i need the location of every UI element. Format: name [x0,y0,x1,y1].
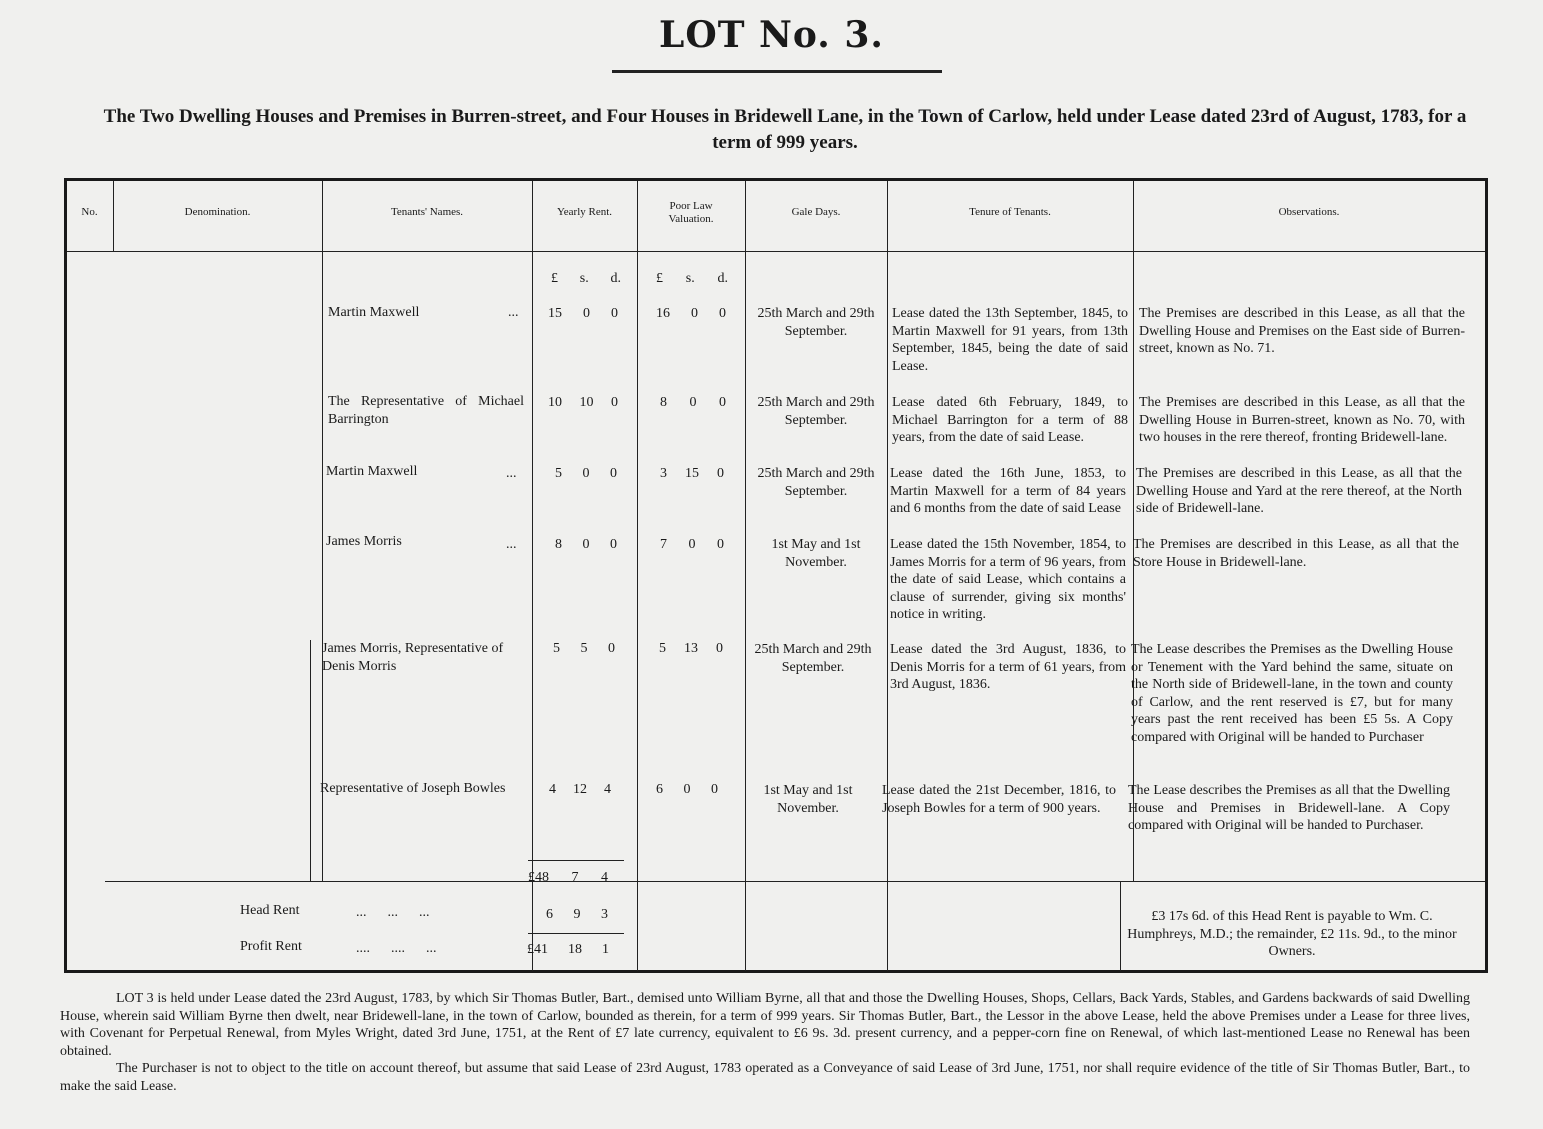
row-dots: ... [506,466,517,481]
val-shillings: 15 [685,466,699,481]
val-shillings: 0 [689,395,697,410]
row-gale-days: 25th March and 29th September. [757,466,875,499]
table-row-tenant: James Morris [326,534,402,549]
row-rent [548,305,618,323]
rent-currency-heading [551,270,621,288]
val-pounds: 8 [660,395,667,410]
table-row-tenant: Martin Maxwell [326,464,418,479]
rent-shillings: 5 [580,641,588,656]
rent-pence: 0 [611,395,618,410]
val-pounds: 6 [656,782,663,797]
col-rule [1133,181,1134,881]
lot-footer-notes [60,990,1470,1095]
col-rule [745,181,746,971]
row-rent [555,536,617,554]
row-rent [549,781,611,799]
head-rent-label: Head Rent [240,903,300,918]
header-tenants: Tenants' Names. [390,206,464,218]
val-pence: 0 [717,466,724,481]
subtotal-rule [105,881,1485,882]
profit-rent-label: Profit Rent [240,939,302,954]
row-valuation [660,465,724,483]
row-tenure: Lease dated 6th February, 1849, to Michael Barrington for a term of 88 years, from the date of said Lease. [892,395,1128,445]
profit-rent-values [527,941,609,959]
total-rent [528,869,608,887]
pound-sign: £ [656,271,663,286]
rent-pence: 0 [610,537,617,552]
row-dots: ... [508,305,519,320]
row-observations: The Lease describes the Premises as all that the Dwelling House and Premises in Bridewell-lane. A Copy compared with Original will be handed to Purchaser. [1128,783,1450,833]
rent-pence: 4 [604,782,611,797]
col-rule [322,181,323,881]
rent-pounds: 4 [549,782,556,797]
row-gale-days: 25th March and 29th September. [757,395,875,428]
row-gale-days: 1st May and 1st November. [771,537,861,570]
table-row-tenant: The Representative of Michael Barrington [328,394,524,427]
val-pence: 0 [711,782,718,797]
pence-sign: d. [717,271,728,286]
val-pounds: 16 [656,306,670,321]
val-pounds: 5 [659,641,666,656]
profit-rent-dots: .... .... ... [356,941,437,956]
total-shillings: 7 [571,870,579,885]
header-poor-law-line2: Valuation. [668,213,714,225]
lot-subtitle: The Two Dwelling Houses and Premises in Burren-street, and Four Houses in Bridewell Lane, in the Town of Carlow, held under Lease dated 23rd of August, 1783, for a term of 999 years. [103,106,1467,153]
valuation-currency-heading [656,270,728,288]
col-rule [1120,881,1121,971]
rent-pounds: 10 [548,395,562,410]
row-observations: The Premises are described in this Lease, as all that the Dwelling House and Yard at the rere thereof, at the North side of Bridewell-lane. [1136,466,1462,516]
rent-shillings: 0 [583,306,590,321]
col-rule [532,181,533,971]
pound-sign: £ [551,271,558,286]
shilling-sign: s. [579,271,589,286]
row-valuation [656,305,726,323]
rent-shillings: 0 [582,537,590,552]
total-rule [528,860,624,861]
footer-paragraph-purchaser: The Purchaser is not to object to the title on account thereof, but assume that said Lease of 23rd August, 1783 operated as a Conveyance of said Lease of 3rd June, 1751, nor shall require evidence of the title of Sir Thomas Butler, Bart., to make the said Lease. [60,1061,1470,1094]
pence-sign: d. [610,271,621,286]
head-rent-dots: ... ... ... [356,905,430,920]
col-rule [310,640,311,881]
table-row-tenant: Representative of Joseph Bowles [320,781,506,796]
footer-paragraph-lease: LOT 3 is held under Lease dated the 23rd August, 1783, by which Sir Thomas Butler, Bart., demised unto William Byrne, all that and those the Dwelling Houses, Shops, Cellars, Back Yards, Stables, and Gardens backwards of said Dwelling House, wherein said William Byrne then dwelt, near Bridewell-lane, in the town of Carlow, bounded as therein, for a term of 999 years. Sir Thomas Butler, Bart., the Lessor in the above Lease, held the above Premises under a Lease for three lives, with Covenant for Perpetual Renewal, from Myles Wright, dated 3rd June, 1751, at the Rent of £7 late currency, equivalent to £6 9s. 3d. present currency, and a pepper-corn fine on Renewal, of which last-mentioned Lease no Renewal has been obtained. [60,991,1470,1059]
head-rent-note: £3 17s 6d. of this Head Rent is payable to Wm. C. Humphreys, M.D.; the remainder, £2 11s. 9d., to the minor Owners. [1127,909,1457,959]
head-rent-pence: 3 [601,907,608,922]
row-rent [548,394,618,412]
header-poor-law-line1: Poor Law [669,200,713,212]
rent-shillings: 0 [582,466,590,481]
row-tenure: Lease dated the 21st December, 1816, to Joseph Bowles for a term of 900 years. [882,783,1116,816]
header-denomination: Denomination. [184,206,251,218]
header-poor-law [637,200,745,226]
shilling-sign: s. [685,271,695,286]
header-observations: Observations. [1278,206,1340,218]
total-pounds: £48 [528,870,549,885]
row-valuation [656,781,718,799]
row-tenure: Lease dated the 3rd August, 1836, to Denis Morris for a term of 61 years, from 3rd August, 1836. [890,642,1126,692]
val-pence: 0 [717,537,724,552]
rent-table-frame [64,178,1488,973]
row-valuation [659,640,723,658]
val-shillings: 13 [684,641,698,656]
row-valuation [660,394,726,412]
header-yearly-rent: Yearly Rent. [556,206,613,218]
rent-pounds: 5 [553,641,560,656]
row-observations: The Premises are described in this Lease, as all that the Dwelling House in Burren-street, known as No. 70, with two houses in the rere thereof, fronting Bridewell-lane. [1139,395,1465,445]
rent-pence: 0 [611,306,618,321]
row-rent [553,640,615,658]
val-shillings: 0 [683,782,691,797]
row-valuation [660,536,724,554]
row-tenure: Lease dated the 16th June, 1853, to Martin Maxwell for a term of 84 years and 6 months from the date of said Lease [890,466,1126,516]
val-shillings: 0 [688,537,696,552]
col-rule [887,181,888,971]
rent-pence: 0 [608,641,615,656]
rent-shillings: 10 [579,395,594,410]
val-pence: 0 [719,395,726,410]
val-pounds: 7 [660,537,667,552]
header-rule [67,251,1485,252]
profit-rule [528,933,624,934]
row-observations: The Premises are described in this Lease, as all that the Dwelling House and Premises on the East side of Burren-street, known as No. 71. [1139,306,1465,356]
head-rent-values [546,906,608,924]
profit-rent-shillings: 18 [568,942,582,957]
row-gale-days: 25th March and 29th September. [757,306,875,339]
header-tenure: Tenure of Tenants. [969,206,1051,218]
header-gale-days: Gale Days. [791,206,841,218]
rent-pence: 0 [610,466,617,481]
head-rent-pounds: 6 [546,907,553,922]
val-pence: 0 [719,306,726,321]
val-pounds: 3 [660,466,667,481]
profit-rent-pence: 1 [602,942,609,957]
rent-pounds: 8 [555,537,562,552]
total-pence: 4 [601,870,608,885]
row-gale-days: 25th March and 29th September. [754,642,872,675]
row-tenure: Lease dated the 13th September, 1845, to Martin Maxwell for 91 years, from 13th September, 1845, being the date of said Lease. [892,306,1128,374]
val-shillings: 0 [691,306,698,321]
row-observations: The Premises are described in this Lease, as all that the Store House in Bridewell-lane. [1133,537,1459,570]
col-rule [637,181,638,971]
head-rent-shillings: 9 [573,907,581,922]
profit-rent-pounds: £41 [527,942,548,957]
header-no: No. [81,206,98,218]
row-observations: The Lease describes the Premises as the Dwelling House or Tenement with the Yard behind the same, situate on the North side of Bridewell-lane, in the town and county of Carlow, and the rent reserved is £7, but for many years past the rent received has been £5 5s. A Copy compared with Original will be handed to Purchaser [1131,642,1453,745]
table-row-tenant: James Morris, Representative of Denis Morris [322,641,504,674]
row-gale-days: 1st May and 1st November. [763,783,853,816]
rent-pounds: 15 [548,306,562,321]
val-pence: 0 [716,641,723,656]
title-rule [612,70,942,73]
row-tenure: Lease dated the 15th November, 1854, to James Morris for a term of 96 years, from the date of said Lease, which contains a clause of surrender, giving six months' notice in writing. [890,537,1126,622]
row-rent [555,465,617,483]
table-row-tenant: Martin Maxwell [328,305,420,320]
row-dots: ... [506,537,517,552]
rent-shillings: 12 [573,782,587,797]
rent-pounds: 5 [555,466,562,481]
lot-title: LOT No. 3. [659,14,884,56]
